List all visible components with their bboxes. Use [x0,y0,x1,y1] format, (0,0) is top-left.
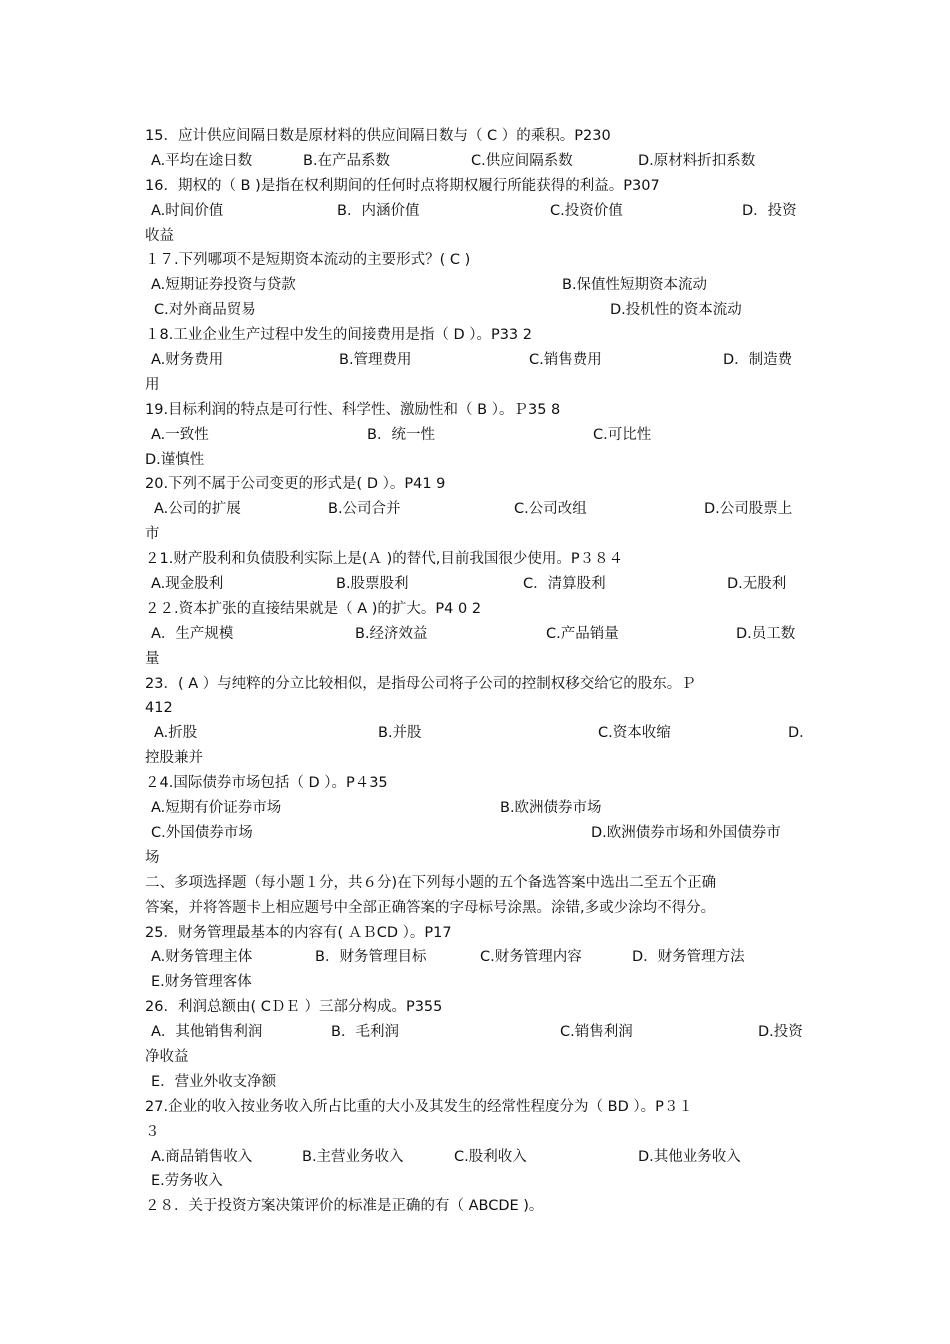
text-segment: 二、多项选择题（每小题１分，共６分)在下列每小题的五个备选答案中选出二至五个正确 [145,874,717,891]
option-text: B.管理费用 [339,352,412,369]
text-segment: D.谨慎性 [145,451,205,468]
text-segment: ２4.国际债券市场包括（ D ）。P４35 [145,775,388,792]
text-segment: 16．期权的（ B )是指在权利期间的任何时点将期权履行所能获得的利益。P307 [145,177,660,194]
option-text: B.主营业务收入 [302,1148,404,1165]
question-line [145,597,807,622]
option-text: D.投机性的资本流动 [610,302,742,319]
question-line [145,771,807,796]
options-line [145,721,814,746]
options-line [145,423,807,448]
question-line [145,124,807,149]
text-segment: 用 [145,376,160,393]
option-text: B.公司合并 [328,501,401,518]
option-text: D.公司股票上 [704,501,793,518]
option-text: E.劳务收入 [151,1173,223,1190]
option-text: D．投资 [742,202,797,219]
option-text: A.时间价值 [151,202,224,219]
question-line [145,398,807,423]
option-text: A.财务费用 [151,352,224,369]
option-text: B.股票股利 [336,576,409,593]
wrap-line [145,846,807,871]
option-text: C．清算股利 [523,576,606,593]
option-text: B．毛利润 [331,1024,399,1041]
option-text: A.短期证券投资与贷款 [151,277,296,294]
wrap-line [145,224,807,249]
wrap-line [145,1045,807,1070]
option-text: C.外国债券市场 [151,824,253,841]
option-text: A.一致性 [151,426,209,443]
question-line [145,248,807,273]
option-text: B．统一性 [367,426,435,443]
options-line [145,1020,807,1045]
options-line [145,945,807,970]
option-text: B.经济效益 [355,625,428,642]
option-text: C.对外商品贸易 [154,302,256,319]
option-text: D.其他业务收入 [638,1148,741,1165]
option-text: C.供应间隔系数 [471,152,573,169]
document-body [145,124,814,1219]
option-text: B.在产品系数 [303,152,391,169]
options-line [145,497,807,522]
option-text: D.投资 [758,1024,803,1041]
wrap-line [145,647,807,672]
options-line [145,199,807,224]
options-line [145,1145,807,1170]
wrap-line [145,696,807,721]
option-text: A.公司的扩展 [154,501,241,518]
options-line [145,149,807,174]
wrap-line [145,522,807,547]
text-segment: 25．财务管理最基本的内容有( ＡＢCD ）。P17 [145,924,452,941]
option-text: D． [788,725,814,742]
text-segment: １７.下列哪项不是短期资本流动的主要形式？( C ) [145,252,471,269]
text-segment: 19.目标利润的特点是可行性、科学性、激励性和（ B ）。Ｐ35 8 [145,401,561,418]
text-segment: 收益 [145,227,174,244]
section-line [145,871,807,896]
text-segment: 量 [145,650,160,667]
text-segment: 答案，并将答题卡上相应题号中全部正确答案的字母标号涂黑。涂错,多或少涂均不得分。 [145,899,716,916]
text-segment: ２1.财产股利和负债股利实际上是(Ａ )的替代,目前我国很少使用。P３８４ [145,551,624,568]
wrap-line [145,373,807,398]
option-text: D．财务管理方法 [632,949,745,966]
question-line [145,547,807,572]
text-segment: 控股兼并 [145,750,203,767]
option-text: C.销售费用 [529,352,602,369]
option-text: A.财务管理主体 [151,949,253,966]
wrap-line [145,1120,807,1145]
question-line [145,672,807,697]
text-segment: 15．应计供应间隔日数是原材料的供应间隔日数与（ C ）的乘积。P230 [145,128,611,144]
options-line [145,1070,807,1095]
text-segment: 场 [145,849,160,866]
text-segment: 净收益 [145,1048,189,1065]
option-text: C.财务管理内容 [480,949,582,966]
text-segment: 26．利润总额由( CＤＥ ）三部分构成。P355 [145,999,443,1016]
question-line [145,995,807,1020]
options-line [145,970,807,995]
option-text: A.商品销售收入 [151,1148,253,1165]
option-text: D．制造费 [723,352,793,369]
option-text: A．生产规模 [151,625,234,642]
option-text: C.可比性 [593,426,652,443]
question-line [145,1095,807,1120]
option-text: B.欧洲债券市场 [500,800,602,817]
text-segment: 市 [145,526,160,543]
option-text: D.员工数 [736,625,796,642]
option-text: D.无股利 [727,576,787,593]
text-segment: 23．( A ）与纯粹的分立比较相似，是指母公司将子公司的控制权移交给它的股东。Ｐ [145,675,696,692]
options-line [145,348,807,373]
question-line [145,174,807,199]
option-text: C.股利收入 [454,1148,527,1165]
question-line [145,921,807,946]
text-segment: ３ [145,1123,160,1140]
option-text: C.投资价值 [550,202,623,219]
text-segment: 412 [145,700,173,717]
option-text: E.财务管理客体 [151,974,252,991]
options-line [145,273,807,298]
option-text: C.产品销量 [546,625,619,642]
option-text: A.平均在途日数 [151,152,253,169]
option-text: A．其他销售利润 [151,1024,263,1041]
wrap-line [145,448,807,473]
option-text: B.并股 [378,725,422,742]
option-text: C.公司改组 [514,501,587,518]
question-line [145,1194,807,1219]
option-text: B．财务管理目标 [315,949,427,966]
option-text: A.折股 [154,725,198,742]
options-line [145,821,807,846]
question-line [145,323,807,348]
options-line [145,298,807,323]
option-text: D.欧洲债券市场和外国债券市 [591,824,781,841]
option-text: C.资本收缩 [598,725,671,742]
option-text: C.销售利润 [560,1024,633,1041]
wrap-line [145,746,807,771]
option-text: B．内涵价值 [337,202,420,219]
text-segment: １8.工业企业生产过程中发生的间接费用是指（ D ）。P33 2 [145,327,532,344]
text-segment: 20.下列不属于公司变更的形式是( D ）。P41 9 [145,476,446,493]
options-line [145,796,807,821]
question-line [145,472,807,497]
options-line [145,1169,807,1194]
options-line [145,622,807,647]
section-line [145,896,807,921]
option-text: A.现金股利 [151,576,224,593]
text-segment: ２２.资本扩张的直接结果就是（ A )的扩大。P4 0 2 [145,600,482,617]
text-segment: 27.企业的收入按业务收入所占比重的大小及其发生的经常性程度分为（ BD ）。P３１ [145,1098,693,1115]
options-line [145,572,807,597]
text-segment: ２８．关于投资方案决策评价的标准是正确的有（ ABCDE )。 [145,1198,544,1215]
option-text: E．营业外收支净额 [151,1073,277,1090]
option-text: B.保值性短期资本流动 [562,277,708,294]
option-text: A.短期有价证券市场 [151,800,282,817]
option-text: D.原材料折扣系数 [638,152,756,169]
